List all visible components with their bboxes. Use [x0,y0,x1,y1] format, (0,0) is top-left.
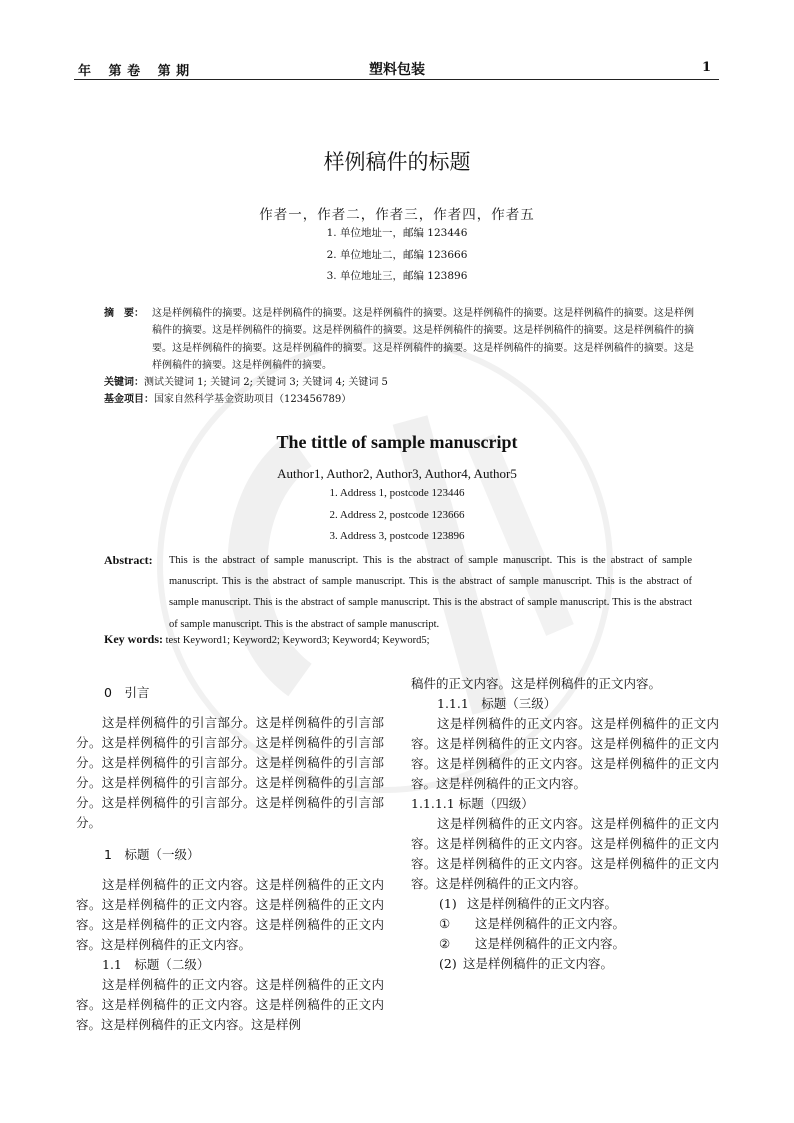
cn-abstract [104,305,694,375]
cn-authors: 作者一，作者二，作者三，作者四，作者五 [259,207,535,223]
list-item [411,894,719,914]
cn-keywords-label: 关键词： [104,377,144,388]
en-keywords-label: Key words: [104,632,163,646]
cn-fund-label: 基金项目： [104,394,154,405]
section-1-1-heading: 1.1 标题（二级） [102,957,210,972]
list-item [411,934,719,954]
header-rule [74,79,719,80]
section-0-heading: 0 引言 [104,685,150,700]
cn-fund [104,391,694,408]
cn-title: 样例稿件的标题 [323,150,471,174]
header-year: 年 [78,64,92,79]
cn-abstract-label: 摘 要： [104,308,144,319]
en-address-2: 2. Address 2, postcode 123666 [329,509,465,521]
section-1-1-text: 这是样例稿件的正文内容。这是样例稿件的正文内容。这是样例稿件的正文内容。这是样例稿件的正文内容。这是样例稿件的正文内容。这是样例 [76,977,384,1032]
body-left-column [76,683,384,1035]
header-volume: 第 卷 [108,64,141,79]
en-address-1: 1. Address 1, postcode 123446 [329,487,465,499]
cn-address-3: 3. 单位地址三，邮编 123896 [326,270,468,282]
list-item-number: ② [439,936,451,951]
section-1-1-1-1-heading: 1.1.1.1 标题（四级） [411,796,534,811]
body-right-column [411,674,719,974]
list-item [411,954,719,974]
en-title: The tittle of sample manuscript [276,432,518,452]
cn-address-2: 2. 单位地址二，邮编 123666 [326,249,468,261]
en-keywords-text: test Keyword1; Keyword2; Keyword3; Keyword4; Keyword5; [165,635,430,646]
en-abstract-label: Abstract: [104,553,153,567]
en-address-3: 3. Address 3, postcode 123896 [329,530,465,542]
list-item [411,914,719,934]
section-1-1-1-text: 这是样例稿件的正文内容。这是样例稿件的正文内容。这是样例稿件的正文内容。这是样例稿件的正文内容。这是样例稿件的正文内容。这是样例稿件的正文内容。这是样例稿件的正文内容。 [411,716,719,791]
header-page-number: 1 [702,60,712,75]
list-item-text: 这是样例稿件的正文内容。 [467,896,618,911]
en-abstract-text: This is the abstract of sample manuscript. This is the abstract of sample manuscript. This is the abstract of sample manuscript. This is the abstract of sample manuscript. This is the abstract of sample manuscript. This is the abstract of sample manuscript. This is the abstract of sample manuscript. This is the abstract of sample manuscript. This is the abstract of sample manuscript. This is the abstract of sample manuscript. [169,555,692,630]
list-item-text: 这是样例稿件的正文内容。 [475,916,626,931]
continued-text: 稿件的正文内容。这是样例稿件的正文内容。 [411,676,662,691]
list-item-number: (1) [439,896,457,911]
list-item-number: ① [439,916,451,931]
en-abstract [104,550,692,635]
section-1-1-1-heading: 1.1.1 标题（三级） [437,696,557,711]
en-keywords [104,632,430,647]
section-1-1-1-1-text: 这是样例稿件的正文内容。这是样例稿件的正文内容。这是样例稿件的正文内容。这是样例稿件的正文内容。这是样例稿件的正文内容。这是样例稿件的正文内容。这是样例稿件的正文内容。 [411,816,719,891]
cn-address-1: 1. 单位地址一，邮编 123446 [326,227,468,239]
section-0-text: 这是样例稿件的引言部分。这是样例稿件的引言部分。这是样例稿件的引言部分。这是样例稿件的引言部分。这是样例稿件的引言部分。这是样例稿件的引言部分。这是样例稿件的引言部分。这是样例稿件的引言部分。这是样例稿件的引言部分。这是样例稿件的引言部分。 [76,715,384,830]
section-1-heading: 1 标题（一级） [104,847,200,862]
en-authors: Author1, Author2, Author3, Author4, Author5 [277,466,517,481]
cn-fund-text: 国家自然科学基金资助项目（123456789） [154,394,352,405]
list-item-text: 这是样例稿件的正文内容。 [475,936,626,951]
cn-keywords [104,374,694,391]
header-journal-name: 塑料包装 [369,62,425,78]
list-item-text: 这是样例稿件的正文内容。 [463,956,614,971]
cn-abstract-text: 这是样例稿件的摘要。这是样例稿件的摘要。这是样例稿件的摘要。这是样例稿件的摘要。这是样例稿件的摘要。这是样例稿件的摘要。这是样例稿件的摘要。这是样例稿件的摘要。这是样例稿件的摘要。这是样例稿件的摘要。这是样例稿件的摘要。这是样例稿件的摘要。这是样例稿件的摘要。这是样例稿件的摘要。这是样例稿件的摘要。这是样例稿件的摘要。这是样例稿件的摘要。这是样例稿件的摘要。 [152,308,694,372]
list-item-number: (2) [439,956,457,971]
section-1-text: 这是样例稿件的正文内容。这是样例稿件的正文内容。这是样例稿件的正文内容。这是样例稿件的正文内容。这是样例稿件的正文内容。这是样例稿件的正文内容。这是样例稿件的正文内容。 [76,877,384,952]
cn-keywords-text: 测试关键词 1; 关键词 2; 关键词 3; 关键词 4; 关键词 5 [144,377,388,388]
header-issue: 第 期 [157,64,190,79]
